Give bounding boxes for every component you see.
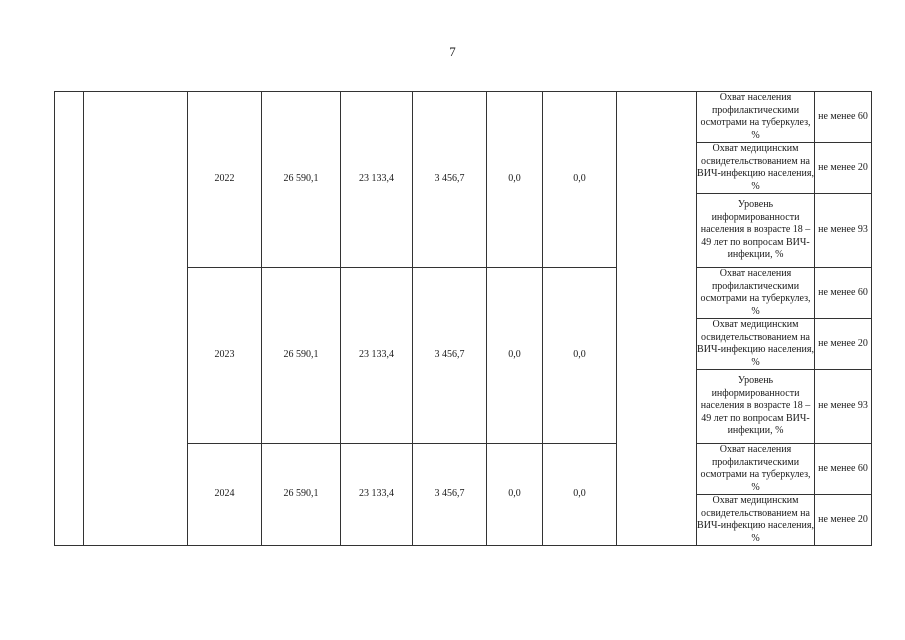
total-cell: 26 590,1 xyxy=(262,268,341,444)
indicator-name: Охват населения профилактическими осмотрами на туберкулез, % xyxy=(697,268,815,319)
funding-cell-4: 0,0 xyxy=(543,268,617,444)
funding-cell-4: 0,0 xyxy=(543,92,617,268)
funding-cell-1: 23 133,4 xyxy=(341,444,413,546)
funding-cell-2: 3 456,7 xyxy=(413,92,487,268)
indicator-target: не менее 20 xyxy=(815,143,872,194)
indicator-name: Охват населения профилактическими осмотрами на туберкулез, % xyxy=(697,444,815,495)
total-cell: 26 590,1 xyxy=(262,92,341,268)
indicator-target: не менее 20 xyxy=(815,319,872,370)
total-cell: 26 590,1 xyxy=(262,444,341,546)
page-number: 7 xyxy=(449,44,456,59)
indicator-name: Охват медицинским освидетельствованием на ВИЧ-инфекцию населения, % xyxy=(697,143,814,192)
funding-cell-4: 0,0 xyxy=(543,444,617,546)
funding-cell-3: 0,0 xyxy=(487,92,543,268)
name-cell xyxy=(84,92,188,546)
funding-cell-2: 3 456,7 xyxy=(413,444,487,546)
indicator-name: Охват населения профилактическими осмотрами на туберкулез, % xyxy=(697,92,815,143)
table-row xyxy=(55,92,872,143)
indicator-name: Охват медицинским освидетельствованием на ВИЧ-инфекцию населения, % xyxy=(697,319,814,368)
funding-cell-3: 0,0 xyxy=(487,444,543,546)
year-cell: 2024 xyxy=(188,444,262,546)
indicator-name: Уровень информированности населения в возрасте 18 – 49 лет по вопросам ВИЧ-инфекции, % xyxy=(697,194,815,268)
program-table xyxy=(54,91,872,546)
indicator-name: Уровень информированности населения в возрасте 18 – 49 лет по вопросам ВИЧ-инфекции, % xyxy=(697,370,815,444)
indicator-target: не менее 93 xyxy=(815,370,872,444)
indicator-name: Охват медицинским освидетельствованием на ВИЧ-инфекцию населения, % xyxy=(697,495,814,544)
indicator-target: не менее 60 xyxy=(815,268,872,319)
indicator-target: не менее 60 xyxy=(815,444,872,495)
indicator-target: не менее 60 xyxy=(815,92,872,143)
funding-cell-1: 23 133,4 xyxy=(341,268,413,444)
year-cell: 2023 xyxy=(188,268,262,444)
indicator-target: не менее 93 xyxy=(815,194,872,268)
year-cell: 2022 xyxy=(188,92,262,268)
funding-cell-1: 23 133,4 xyxy=(341,92,413,268)
funding-cell-3: 0,0 xyxy=(487,268,543,444)
executor-cell xyxy=(617,92,697,546)
indicator-target: не менее 20 xyxy=(815,495,872,546)
funding-cell-2: 3 456,7 xyxy=(413,268,487,444)
number-cell xyxy=(55,92,84,546)
